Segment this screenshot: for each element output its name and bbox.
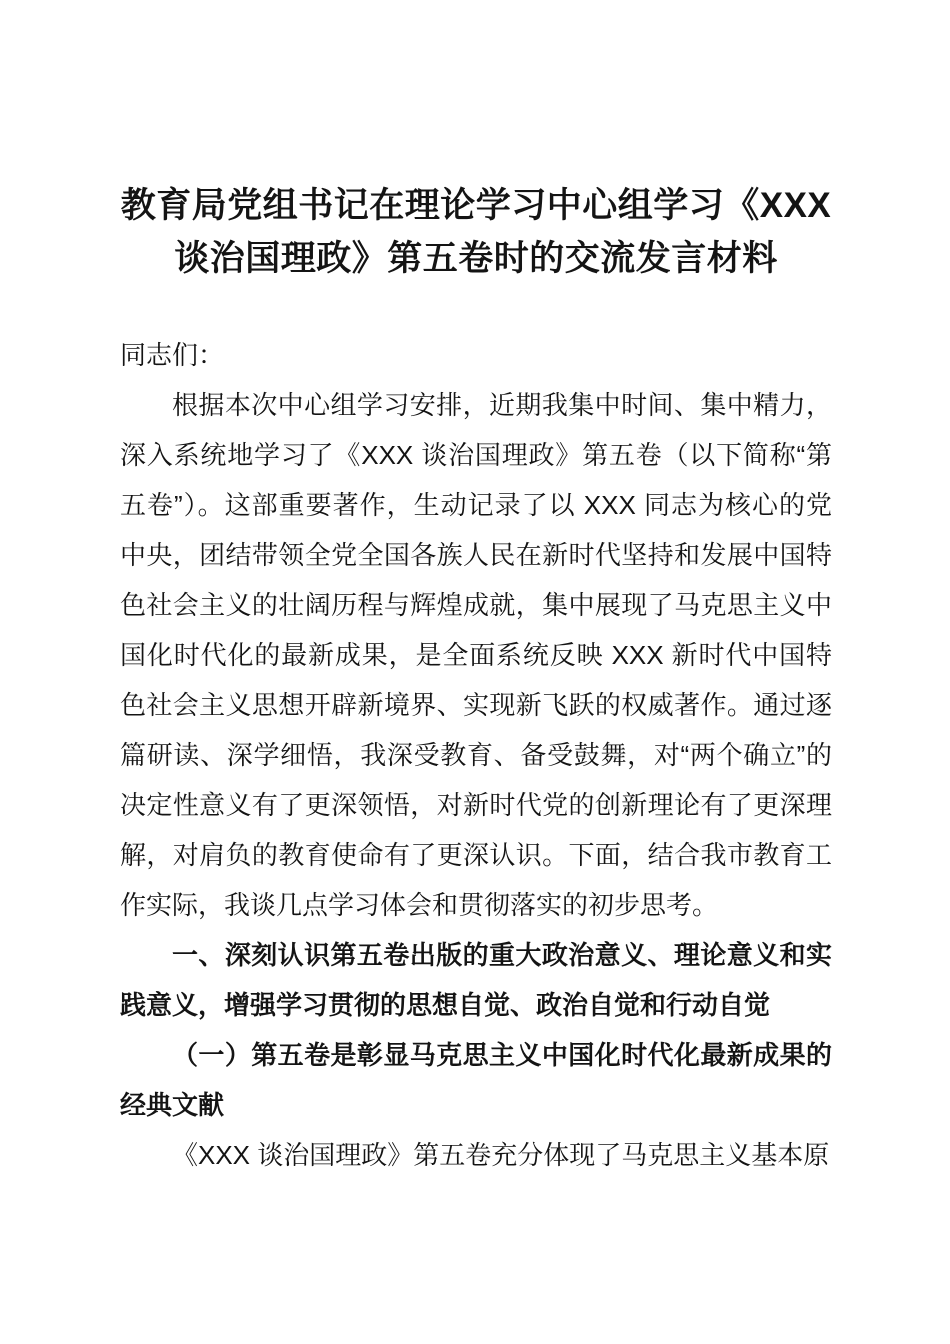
subsection-heading: （一）第五卷是彰显马克思主义中国化时代化最新成果的经典文献 xyxy=(120,1040,832,1120)
document-body xyxy=(120,330,832,1180)
body-paragraph: 《XXX 谈治国理政》第五卷充分体现了马克思主义基本原 xyxy=(172,1140,830,1170)
body-paragraph: 根据本次中心组学习安排，近期我集中时间、集中精力，深入系统地学习了《XXX 谈治国理政》第五卷（以下简称“第五卷”）。这部重要著作，生动记录了以 XXX 同志为核心的党中央，团结带领全党全国各族人民在新时代坚持和发展中国特色社会主义的壮阔历程与辉煌成就，集中展现了马克思主义中国化时代化的最新成果，是全面系统反映 XXX 新时代中国特色社会主义思想开辟新境界、实现新飞跃的权威著作。通过逐篇研读、深学细悟，我深受教育、备受鼓舞，对“两个确立”的决定性意义有了更深领悟，对新时代党的创新理论有了更深理解，对肩负的教育使命有了更深认识。下面，结合我市教育工作实际，我谈几点学习体会和贯彻落实的初步思考。 xyxy=(120,390,832,920)
salutation: 同志们： xyxy=(120,340,225,370)
document-title: 教育局党组书记在理论学习中心组学习《XXX 谈治国理政》第五卷时的交流发言材料 xyxy=(120,186,832,278)
section-heading: 一、深刻认识第五卷出版的重大政治意义、理论意义和实践意义，增强学习贯彻的思想自觉、政治自觉和行动自觉 xyxy=(120,940,832,1020)
